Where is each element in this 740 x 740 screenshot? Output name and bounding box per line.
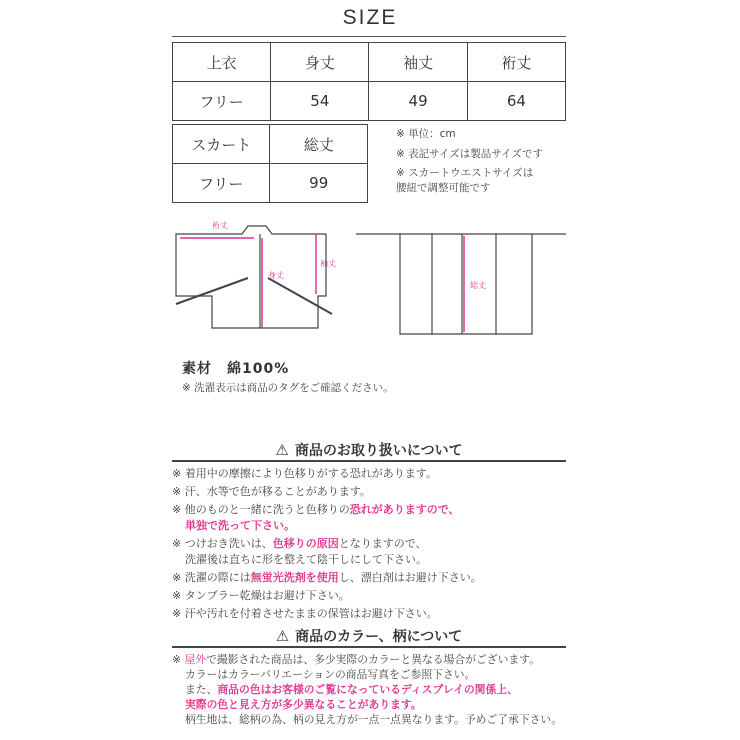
table-cell: 裄丈 <box>467 43 565 82</box>
table-cell: 54 <box>271 82 369 121</box>
warning-icon: ⚠ <box>275 441 289 459</box>
table-header-row <box>173 125 368 164</box>
jacket-diagram <box>172 216 342 336</box>
diagram-label: 身丈 <box>268 271 284 280</box>
list-item-continued: カラーはカラーバリエーションの商品写真をご参照下さい。 <box>185 668 476 681</box>
list-item: ※ タンブラー乾燥はお避け下さい。 <box>172 589 350 602</box>
table-row <box>173 82 566 121</box>
color-heading: ⚠ 商品のカラー、柄について <box>275 627 463 645</box>
list-item-continued: 洗濯後は直ちに形を整えて陰干しにして下さい。 <box>185 553 427 566</box>
table-cell: 袖丈 <box>369 43 467 82</box>
note-line: ※ 単位：cm <box>396 128 456 140</box>
diagram-label: 裄丈 <box>212 221 228 230</box>
caution-heading: ⚠ 商品のお取り扱いについて <box>275 441 463 459</box>
list-item-continued: また、商品の色はお客様のご覧になっているディスプレイの関係上、 <box>185 683 518 696</box>
diagram-label: 総丈 <box>470 281 486 290</box>
list-item: ※ 屋外で撮影された商品は、多少実際のカラーと異なる場合がございます。 <box>172 653 540 666</box>
table-cell: フリー <box>173 82 271 121</box>
jacket-tie-strings <box>176 278 332 314</box>
caution-list <box>172 466 566 624</box>
warning-icon: ⚠ <box>275 627 290 645</box>
skirt-outline <box>400 234 532 334</box>
table-row <box>173 164 368 203</box>
section-divider <box>172 646 566 648</box>
material-note: ※ 洗濯表示は商品のタグをご確認ください。 <box>182 382 394 394</box>
size-notes <box>396 127 576 200</box>
table-cell: 99 <box>270 164 368 203</box>
section-divider <box>172 460 566 462</box>
top-size-table <box>172 42 566 121</box>
list-item-continued: 単独で洗って下さい。 <box>185 519 295 532</box>
table-cell: 49 <box>369 82 467 121</box>
table-cell: 64 <box>467 82 565 121</box>
note-line: ※ スカートウエストサイズは <box>396 167 534 179</box>
table-header-row <box>173 43 566 82</box>
list-item: ※ 他のものと一緒に洗うと色移りの恐れがありますので、 <box>172 503 460 516</box>
table-cell: フリー <box>173 164 270 203</box>
list-item: ※ 洗濯の際には無蛍光洗剤を使用し、漂白剤はお避け下さい。 <box>172 571 482 584</box>
skirt-diagram <box>352 226 572 338</box>
color-notes <box>172 652 566 727</box>
list-item: ※ 汗、水等で色が移ることがあります。 <box>172 485 371 498</box>
note-line: 腰紐で調整可能です <box>396 181 491 194</box>
table-cell: 上衣 <box>173 43 271 82</box>
list-item: ※ 着用中の摩擦により色移りがする恐れがあります。 <box>172 467 437 480</box>
diagram-label: 袖丈 <box>320 259 336 268</box>
title-underline <box>172 36 566 37</box>
list-item-continued: 柄生地は、総柄の為、柄の見え方が一点一点異なります。予めご了承下さい。 <box>185 713 563 726</box>
skirt-size-table <box>172 124 368 203</box>
jacket-outline <box>176 226 326 328</box>
list-item: ※ 汗や汚れを付着させたままの保管はお避け下さい。 <box>172 607 438 620</box>
note-line: ※ 表記サイズは製品サイズです <box>396 147 543 160</box>
table-cell: 身丈 <box>271 43 369 82</box>
list-item: ※ つけおき洗いは、色移りの原因となりますので、 <box>172 537 427 550</box>
material-title: 素材 綿100% <box>182 361 290 377</box>
page-title: SIZE <box>342 6 398 29</box>
list-item-continued: 実際の色と見え方が多少異なることがあります。 <box>185 698 422 711</box>
table-cell: 総丈 <box>270 125 368 164</box>
table-cell: スカート <box>173 125 270 164</box>
